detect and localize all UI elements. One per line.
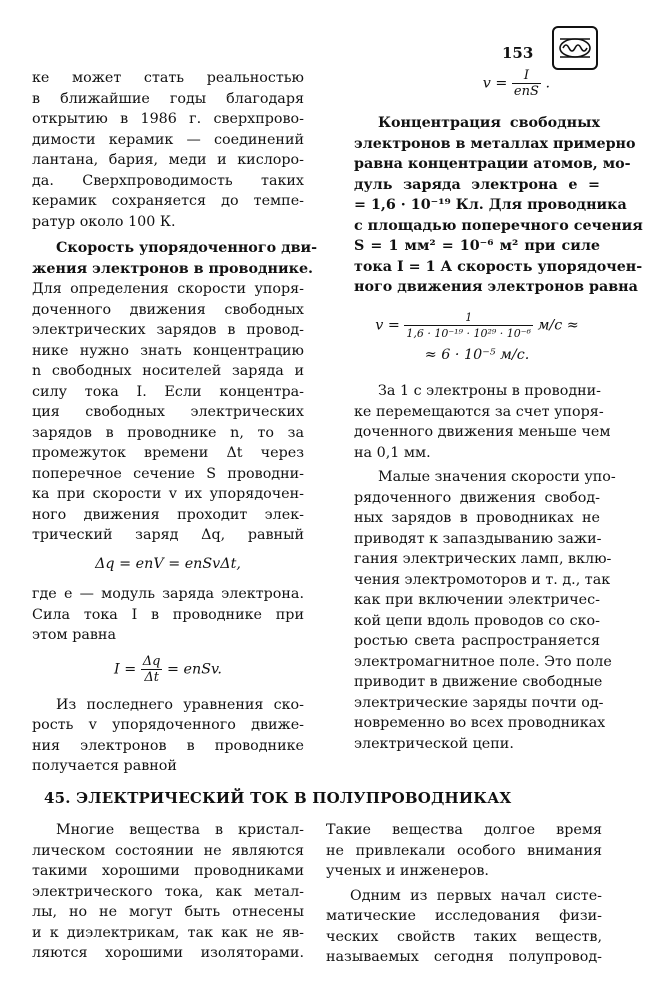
formula-end: м/с ≈ [537, 317, 579, 333]
formula-lhs: v = [482, 75, 508, 92]
text-line: рость v упорядоченного движе- [32, 717, 304, 733]
text-line: где e — модуль заряда электрона. [32, 586, 304, 602]
text-line: Такие вещества долгое время [326, 822, 602, 838]
text-line: приводят к запаздыванию зажи- [354, 530, 602, 547]
text-line: чения электромоторов и т. д., так [354, 571, 611, 588]
text-line: матические исследования физи- [326, 908, 602, 924]
paragraph-intro [32, 68, 304, 232]
text-line: Сила тока I в проводнике при [32, 606, 304, 623]
text-line: ученых и инженеров. [326, 863, 489, 879]
page-number: 153 [502, 44, 534, 62]
formula-lhs: v = [375, 317, 400, 333]
text-line: не привлекали особого внимания [326, 842, 602, 859]
text-line: промежуток времени Δt через [32, 445, 304, 461]
fraction-numerator: I [512, 68, 541, 84]
text-line: электрические заряды почти од- [354, 694, 604, 711]
text-line: такими хорошими проводниками [32, 863, 304, 879]
text-line: на 0,1 мм. [354, 444, 431, 461]
text-line: n свободных носителей заряда и [32, 363, 304, 379]
text-line: электрических зарядов в провод- [32, 322, 304, 338]
text-line: зарядов в проводнике n, то за [32, 424, 304, 441]
text-line: в ближайшие годы благодаря [32, 90, 304, 107]
text-line: дуль заряда электрона e = [354, 176, 600, 193]
text-line: нике нужно знать концентрацию [32, 342, 304, 359]
text-line: да. Сверхпроводимость таких [32, 172, 304, 189]
text-line: димости керамик — соединений [32, 131, 304, 148]
right-column [354, 68, 643, 754]
text-line: гания электрических ламп, вклю- [354, 551, 612, 567]
formula-current [32, 654, 304, 685]
paragraph-small-velocity [354, 467, 616, 754]
text-line: ных зарядов в проводниках не [354, 510, 600, 526]
formula-velocity-approx: ≈ 6 · 10⁻⁵ м/с. [424, 346, 530, 363]
formula-velocity-value [354, 310, 600, 341]
fraction-denominator: 1,6 · 10⁻¹⁹ · 10²⁹ · 10⁻⁶ [406, 326, 532, 340]
text-line: Одним из первых начал систе- [350, 887, 602, 904]
text-line: тока I = 1 А скорость упорядочен- [354, 258, 643, 275]
fraction-numerator: 1 [404, 310, 533, 326]
text-line: этом равна [32, 627, 116, 643]
text-line: ного движения проходит элек- [32, 506, 304, 523]
text-line: ческих свойств таких веществ, [326, 928, 602, 945]
text-line: ция свободных электрических [32, 404, 304, 420]
paragraph-derive [32, 695, 304, 777]
formula-end: . [545, 75, 550, 92]
formula-charge: Δq = enV = enSvΔt, [95, 555, 241, 572]
section-left-column [32, 820, 304, 964]
text-line: ке перемещаются за счет упоря- [354, 403, 604, 420]
fraction [512, 68, 541, 99]
text-line: Для определения скорости упоря- [32, 281, 304, 297]
text-line: трический заряд Δq, равный [32, 527, 304, 543]
text-line: Многие вещества в кристал- [56, 822, 304, 838]
text-line: ния электронов в проводнике [32, 737, 304, 754]
text-line: ка при скорости v их упорядочен- [32, 486, 304, 502]
fraction-denominator: Δt [144, 669, 159, 685]
text-line: равна концентрации атомов, мо- [354, 156, 631, 172]
subheading-line: Скорость упорядоченного дви- [56, 240, 318, 256]
text-line: Концентрация свободных [378, 115, 600, 131]
text-line: лантана, бария, меди и кислоро- [32, 152, 304, 168]
text-line: электрического тока, как метал- [32, 883, 304, 900]
text-line: и к диэлектрикам, так как не яв- [32, 924, 304, 941]
section-title: 45. ЭЛЕКТРИЧЕСКИЙ ТОК В ПОЛУПРОВОДНИКАХ [44, 789, 512, 807]
text-line: ляются хорошими изоляторами. [32, 945, 304, 961]
text-line: силу тока I. Если концентра- [32, 383, 304, 400]
text-line: как при включении электричес- [354, 592, 600, 608]
section-right-column [326, 820, 602, 968]
formula-lhs: I = [114, 661, 137, 677]
text-line: Из последнего уравнения ско- [56, 696, 304, 713]
text-line: поперечное сечение S проводни- [32, 465, 304, 482]
text-line: получается равной [32, 758, 177, 774]
text-line: керамик сохраняется до темпе- [32, 193, 304, 209]
left-column [32, 68, 318, 777]
text-line: электрической цепи. [354, 735, 514, 752]
text-line: лическом состоянии не являются [32, 842, 304, 859]
text-line: S = 1 мм² = 10⁻⁶ м² при силе [354, 238, 600, 254]
text-line: За 1 с электроны в проводни- [378, 383, 602, 399]
fraction-numerator: Δq [142, 653, 161, 669]
subheading [32, 238, 318, 279]
text-line: приводит в движение свободные [354, 674, 603, 690]
text-line: с площадью поперечного сечения [354, 217, 643, 234]
text-line: доченного движения свободных [32, 301, 304, 318]
text-line: ного движения электронов равна [354, 279, 638, 295]
text-line: ростью света распространяется [354, 633, 600, 649]
formula-rhs: = enSv. [167, 661, 222, 677]
text-line: доченного движения меньше чем [354, 424, 611, 440]
formula-velocity [354, 68, 600, 99]
fraction [141, 654, 163, 685]
text-line: открытию в 1986 г. сверхпрово- [32, 111, 304, 127]
text-line: ратур около 100 К. [32, 213, 176, 230]
paragraph-velocity [32, 279, 304, 546]
text-line: новременно во всех проводниках [354, 715, 606, 731]
paragraph-concentration [354, 113, 643, 298]
text-line: кой цепи вдоль проводов со ско- [354, 612, 600, 629]
text-line: электронов в металлах примерно [354, 135, 636, 152]
text-line: называемых сегодня полупровод- [326, 949, 602, 965]
subheading-line: жения электронов в проводнике. [32, 260, 314, 277]
text-line: рядоченного движения свобод- [354, 489, 600, 506]
text-line: ке может стать реальностью [32, 70, 304, 86]
fraction [404, 310, 533, 341]
fraction-denominator: enS [513, 84, 539, 99]
text-line: = 1,6 · 10⁻¹⁹ Кл. Для проводника [354, 197, 627, 213]
text-line: электромагнитное поле. Это поле [354, 653, 612, 670]
superconductor-emblem-icon [552, 26, 598, 70]
text-line: лы, но не могут быть отнесены [32, 904, 304, 920]
text-line: Малые значения скорости упо- [378, 469, 616, 485]
paragraph-current [32, 584, 304, 646]
paragraph-displacement [354, 381, 611, 463]
